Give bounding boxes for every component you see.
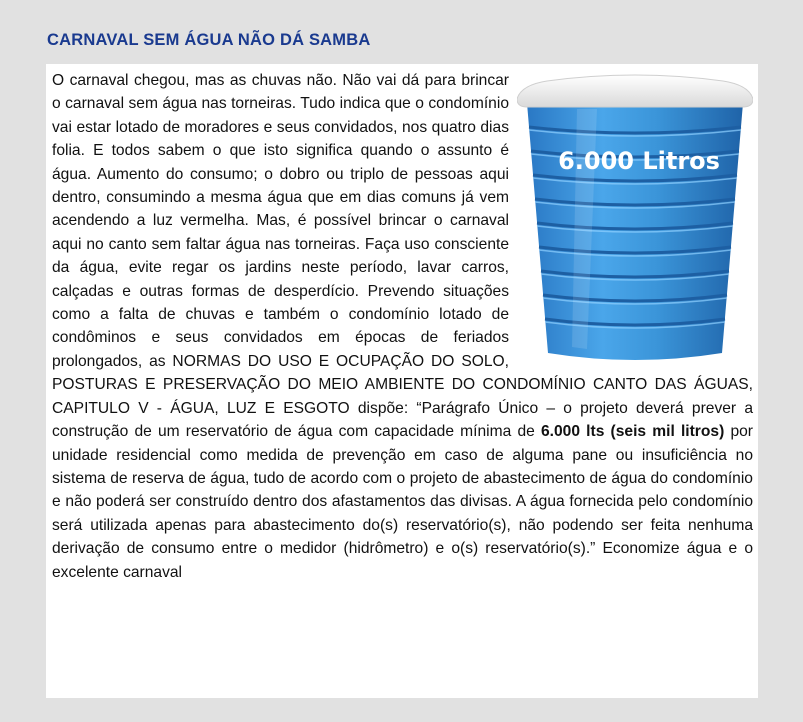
water-tank-icon <box>517 69 753 365</box>
capacity-highlight: 6.000 lts (seis mil litros) <box>541 423 725 441</box>
water-tank-image <box>517 69 753 365</box>
article-text-rest: por unidade residencial como medida de prevenção em caso de alguma pane ou insuficiência no sistema de reserva de água, tudo de acordo com o projeto de abastecimento de água do condomínio e não poderá ser construído dentro dos afastamentos das divisas. A água fornecida pelo condomínio será utilizada apenas para abastecimento do(s) reservatório(s), não podendo ser feita nenhuma derivação de consumo entre o medidor (hidrômetro) e o(s) reservatório(s).” Economize água e o excelente carnaval <box>52 423 753 581</box>
article-card <box>46 64 758 698</box>
page-title: CARNAVAL SEM ÁGUA NÃO DÁ SAMBA <box>47 31 371 50</box>
article-body <box>52 69 753 584</box>
tank-label: 6.000 Litros <box>558 147 720 175</box>
article-text-intro: O carnaval chegou, mas as chuvas não. Não vai dá para brincar o carnaval sem água nas torneiras. Tudo indica que o condomínio vai estar lotado de moradores e seus convidados, nos quatro dias folia. E todos sabem o que isto significa quando o assunto é água. Aumento do consumo; o dobro ou triplo de pessoas aqui dentro, consumindo a mesma água que em dias comuns já vem acendendo a luz vermelha. Mas, é possível brincar o carnaval aqui no canto sem faltar água nas torneiras. Faça uso consciente da água, evite regar os jardins neste período, lavar carros, calçadas e outras formas de desperdício. Prevendo situações como a falta de chuvas e também o condomínio lotado de condôminos e seus convidados em épocas de feriados prolongados, as NORMAS DO USO E OCUPAÇÃO DO SOLO, POSTURAS E PRESERVAÇÃO DO MEIO AMBIENTE DO CONDOMÍNIO CANTO DAS ÁGUAS, CAPITULO V - ÁGUA, LUZ E ESGOTO dispõe: “Parágrafo Único – o projeto deverá prever a construção de um reservatório de água com capacidade mínima de <box>52 72 753 441</box>
tank-lid <box>517 75 753 107</box>
